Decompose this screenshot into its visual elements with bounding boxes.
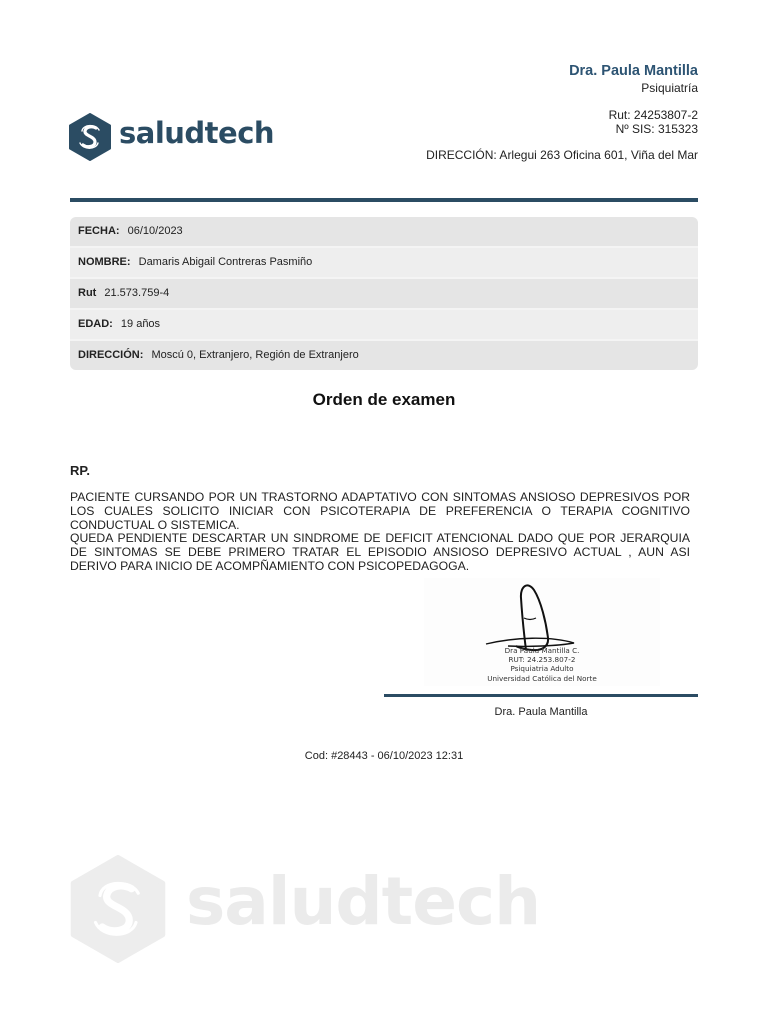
signature-line bbox=[384, 694, 698, 697]
signature-stamp-text bbox=[424, 646, 660, 683]
address-label: DIRECCIÓN: bbox=[78, 349, 144, 361]
header-divider bbox=[70, 198, 698, 202]
saludtech-watermark bbox=[68, 855, 541, 965]
address-value: Moscú 0, Extranjero, Región de Extranjero bbox=[151, 349, 359, 361]
stamp-line: Dra Paula Mantilla C. bbox=[504, 646, 580, 655]
signature-stamp bbox=[424, 578, 660, 686]
watermark-wordmark: saludtech bbox=[186, 863, 541, 940]
rut-label: Rut bbox=[78, 287, 97, 299]
rut-value: 21.573.759-4 bbox=[104, 287, 170, 299]
doctor-address: DIRECCIÓN: Arlegui 263 Oficina 601, Viña del Mar bbox=[426, 148, 698, 162]
doctor-sis: Nº SIS: 315323 bbox=[615, 122, 698, 136]
document-title: Orden de examen bbox=[312, 390, 456, 409]
age-value: 19 años bbox=[120, 318, 161, 330]
doctor-rut: Rut: 24253807-2 bbox=[608, 108, 698, 122]
stamp-line: RUT: 24.253.807-2 bbox=[508, 655, 576, 665]
prescription-paragraph: QUEDA PENDIENTE DESCARTAR UN SINDROME DE DEFICIT ATENCIONAL DADO QUE POR JERARQUIA DE SINTOMAS SE DEBE PRIMERO TRATAR EL EPISODIO ANSIOSO DEPRESIVO ACTUAL , AUN ASI DERIVO PARA INICIO DE ACOMPÑAMIENTO CON PSICOPEDAGOGA. bbox=[70, 531, 690, 573]
patient-info-box bbox=[70, 217, 698, 370]
doctor-info bbox=[569, 63, 698, 136]
signature-name: Dra. Paula Mantilla bbox=[494, 706, 588, 718]
patient-age-row bbox=[70, 310, 698, 341]
age-label: EDAD: bbox=[78, 318, 113, 330]
prescription-paragraph: PACIENTE CURSANDO POR UN TRASTORNO ADAPTATIVO CON SINTOMAS ANSIOSO DEPRESIVOS POR LOS CUALES SOLICITO INICIAR CON PSICOTERAPIA DE PREFERENCIA O TERAPIA COGNITIVO CONDUCTUAL O SISTEMICA. bbox=[70, 490, 690, 532]
doctor-name: Dra. Paula Mantilla bbox=[569, 63, 698, 79]
stamp-line: Psiquiatria Adulto bbox=[510, 664, 574, 674]
document-code: Cod: #28443 - 06/10/2023 12:31 bbox=[304, 750, 464, 762]
name-value: Damaris Abigail Contreras Pasmiño bbox=[138, 256, 313, 268]
patient-rut-row bbox=[70, 279, 698, 310]
patient-name-row bbox=[70, 248, 698, 279]
s-hexagon-icon bbox=[69, 113, 111, 161]
patient-date-row bbox=[70, 217, 698, 248]
patient-address-row bbox=[70, 341, 698, 370]
date-value: 06/10/2023 bbox=[127, 225, 183, 237]
rp-label: RP. bbox=[70, 463, 90, 478]
doctor-specialty: Psiquiatría bbox=[641, 81, 698, 95]
name-label: NOMBRE: bbox=[78, 256, 131, 268]
saludtech-logo bbox=[69, 113, 275, 161]
logo-wordmark: saludtech bbox=[119, 116, 275, 150]
s-hexagon-icon bbox=[68, 855, 168, 963]
prescription-body bbox=[70, 491, 690, 574]
date-label: FECHA: bbox=[78, 225, 120, 237]
stamp-line: Universidad Católica del Norte bbox=[487, 673, 597, 683]
